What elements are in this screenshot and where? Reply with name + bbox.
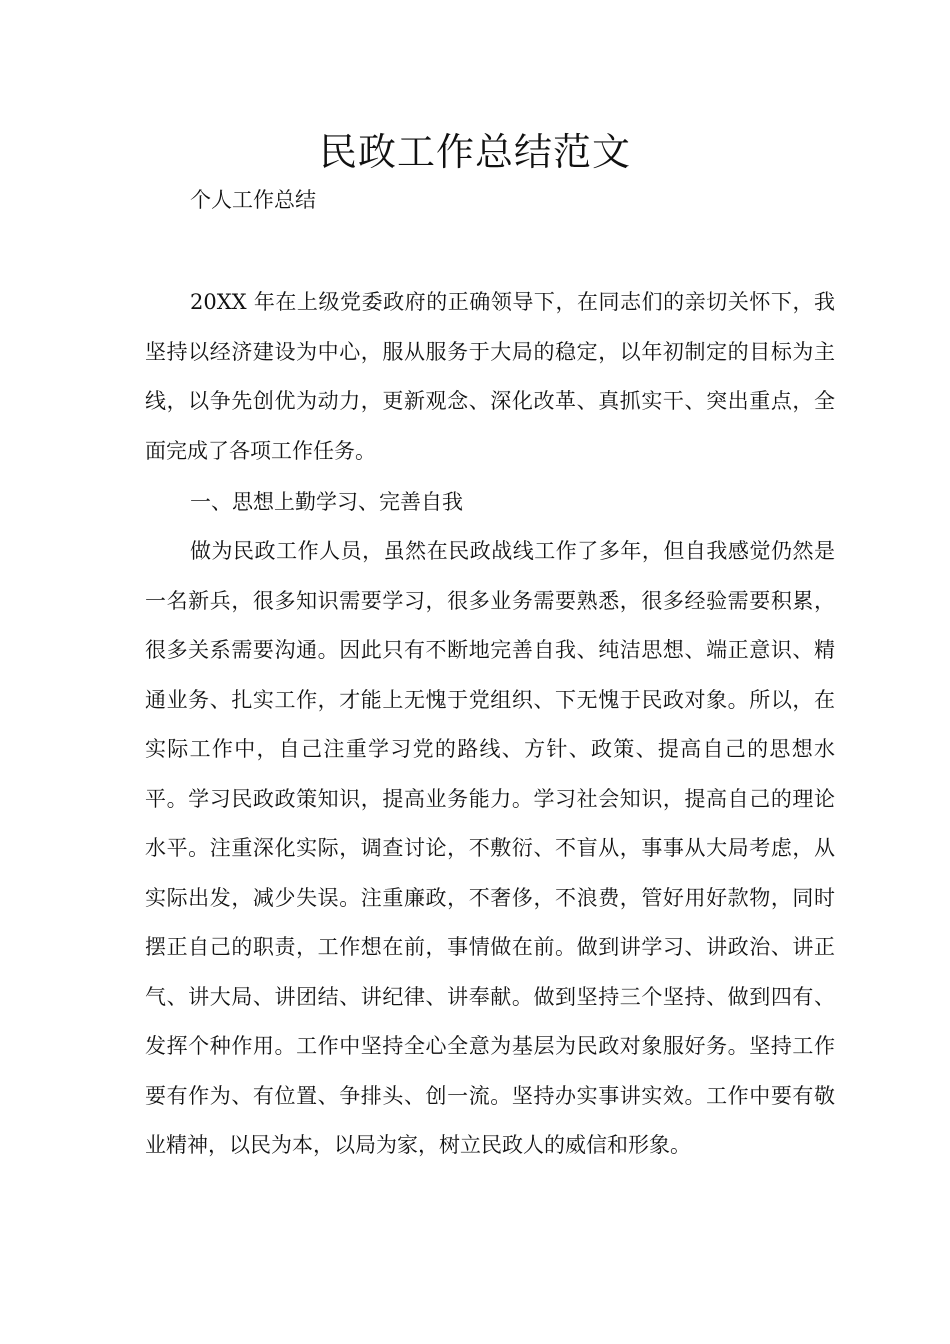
section-paragraph: 做为民政工作人员，虽然在民政战线工作了多年，但自我感觉仍然是一名新兵，很多知识需要学习，很多业务需要熟悉，很多经验需要积累，很多关系需要沟通。因此只有不断地完善自我、纯洁思想、端正意识、精通业务、扎实工作，才能上无愧于党组织、下无愧于民政对象。所以，在实际工作中，自己注重学习党的路线、方针、政策、提高自己的思想水平。学习民政政策知识，提高业务能力。学习社会知识，提高自己的理论水平。注重深化实际，调查讨论，不敷衍、不盲从，事事从大局考虑，从实际出发，减少失误。注重廉政，不奢侈，不浪费，管好用好款物，同时摆正自己的职责，工作想在前，事情做在前。做到讲学习、讲政治、讲正气、讲大局、讲团结、讲纪律、讲奉献。做到坚持三个坚持、做到四有、发挥个种作用。工作中坚持全心全意为基层为民政对象服好务。坚持工作要有作为、有位置、争排头、创一流。坚持办实事讲实效。工作中要有敬业精神，以民为本，以局为家，树立民政人的威信和形象。 — [145, 539, 835, 1157]
document-title: 民政工作总结范文 — [318, 130, 631, 174]
section-heading: 一、思想上勤学习、完善自我 — [190, 490, 463, 514]
document-subtitle: 个人工作总结 — [190, 188, 316, 212]
intro-paragraph: 20XX 年在上级党委政府的正确领导下，在同志们的亲切关怀下，我坚持以经济建设为中心，服从服务于大局的稳定，以年初制定的目标为主线，以争先创优为动力，更新观念、深化改革、真抓实干、突出重点，全面完成了各项工作任务。 — [145, 290, 835, 463]
